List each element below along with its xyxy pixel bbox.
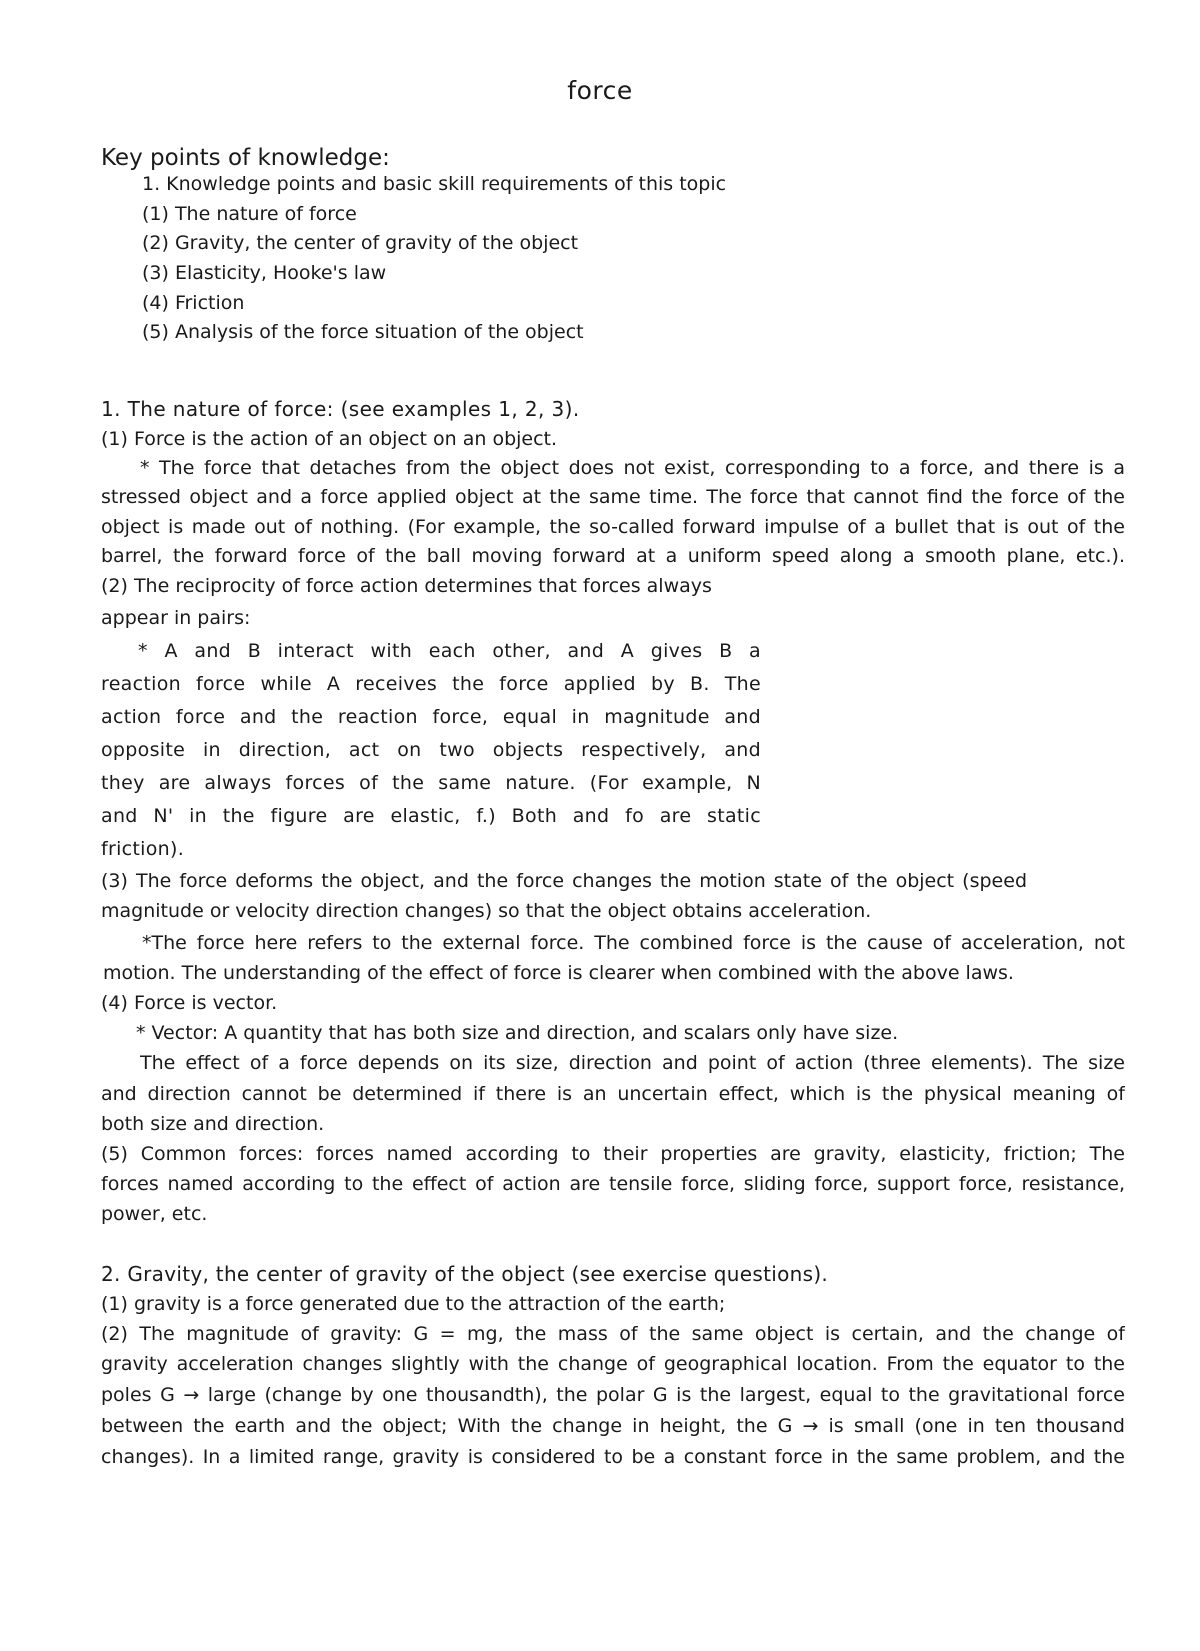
paragraph-line: (4) Force is vector. <box>101 992 278 1014</box>
paragraph-line: changes). In a limited range, gravity is considered to be a constant force in the same problem, and the <box>101 1446 1125 1468</box>
paragraph-line: * Vector: A quantity that has both size and direction, and scalars only have size. <box>136 1022 899 1044</box>
paragraph-line: (5) Common forces: forces named according to their properties are gravity, elasticity, friction; The <box>101 1143 1125 1165</box>
key-point-item: (1) The nature of force <box>142 203 357 225</box>
paragraph-line: they are always forces of the same nature. (For example, N <box>101 772 761 794</box>
paragraph-line: barrel, the forward force of the ball moving forward at a uniform speed along a smooth plane, etc.). <box>101 545 1125 567</box>
paragraph-line: and direction cannot be determined if there is an uncertain effect, which is the physical meaning of <box>101 1083 1125 1105</box>
paragraph-line: (1) Force is the action of an object on an object. <box>101 428 558 450</box>
paragraph-line: forces named according to the effect of action are tensile force, sliding force, support force, resistance, <box>101 1173 1125 1195</box>
section-heading: 2. Gravity, the center of gravity of the object (see exercise questions). <box>101 1262 829 1286</box>
key-points-heading: Key points of knowledge: <box>101 145 390 171</box>
paragraph-line: stressed object and a force applied object at the same time. The force that cannot find the force of the <box>101 486 1125 508</box>
paragraph-line: friction). <box>101 838 185 860</box>
paragraph-line: * The force that detaches from the object does not exist, corresponding to a force, and there is a <box>140 457 1125 479</box>
page-title: force <box>567 76 633 105</box>
paragraph-line: both size and direction. <box>101 1113 325 1135</box>
paragraph-line: * A and B interact with each other, and A gives B a <box>138 640 761 662</box>
paragraph-line: opposite in direction, act on two objects respectively, and <box>101 739 761 761</box>
paragraph-line: poles G → large (change by one thousandth), the polar G is the largest, equal to the gravitational force <box>101 1384 1125 1406</box>
paragraph-line: and N' in the figure are elastic, f.) Both and fo are static <box>101 805 761 827</box>
paragraph-line: The effect of a force depends on its size, direction and point of action (three elements). The size <box>140 1052 1125 1074</box>
paragraph-line: (2) The magnitude of gravity: G = mg, the mass of the same object is certain, and the change of <box>101 1323 1125 1345</box>
paragraph-line: magnitude or velocity direction changes) so that the object obtains acceleration. <box>101 900 872 922</box>
paragraph-line: action force and the reaction force, equal in magnitude and <box>101 706 761 728</box>
key-point-item: 1. Knowledge points and basic skill requirements of this topic <box>142 173 727 195</box>
paragraph-line: appear in pairs: <box>101 607 251 629</box>
paragraph-line: power, etc. <box>101 1203 208 1225</box>
key-point-item: (3) Elasticity, Hooke's law <box>142 262 387 284</box>
key-point-item: (4) Friction <box>142 292 245 314</box>
paragraph-line: object is made out of nothing. (For example, the so-called forward impulse of a bullet that is out of the <box>101 516 1125 538</box>
key-point-item: (5) Analysis of the force situation of the object <box>142 321 584 343</box>
paragraph-line: motion. The understanding of the effect of force is clearer when combined with the above laws. <box>103 962 1014 984</box>
paragraph-line: gravity acceleration changes slightly with the change of geographical location. From the equator to the <box>101 1353 1125 1375</box>
paragraph-line: (3) The force deforms the object, and the force changes the motion state of the object (speed <box>101 870 1027 892</box>
section-heading: 1. The nature of force: (see examples 1, 2, 3). <box>101 397 580 421</box>
paragraph-line: (1) gravity is a force generated due to the attraction of the earth; <box>101 1293 726 1315</box>
paragraph-line: reaction force while A receives the force applied by B. The <box>101 673 761 695</box>
paragraph-line: between the earth and the object; With the change in height, the G → is small (one in ten thousand <box>101 1415 1125 1437</box>
key-point-item: (2) Gravity, the center of gravity of the object <box>142 232 579 254</box>
paragraph-line: *The force here refers to the external force. The combined force is the cause of acceleration, not <box>142 932 1125 954</box>
paragraph-line: (2) The reciprocity of force action determines that forces always <box>101 575 712 597</box>
